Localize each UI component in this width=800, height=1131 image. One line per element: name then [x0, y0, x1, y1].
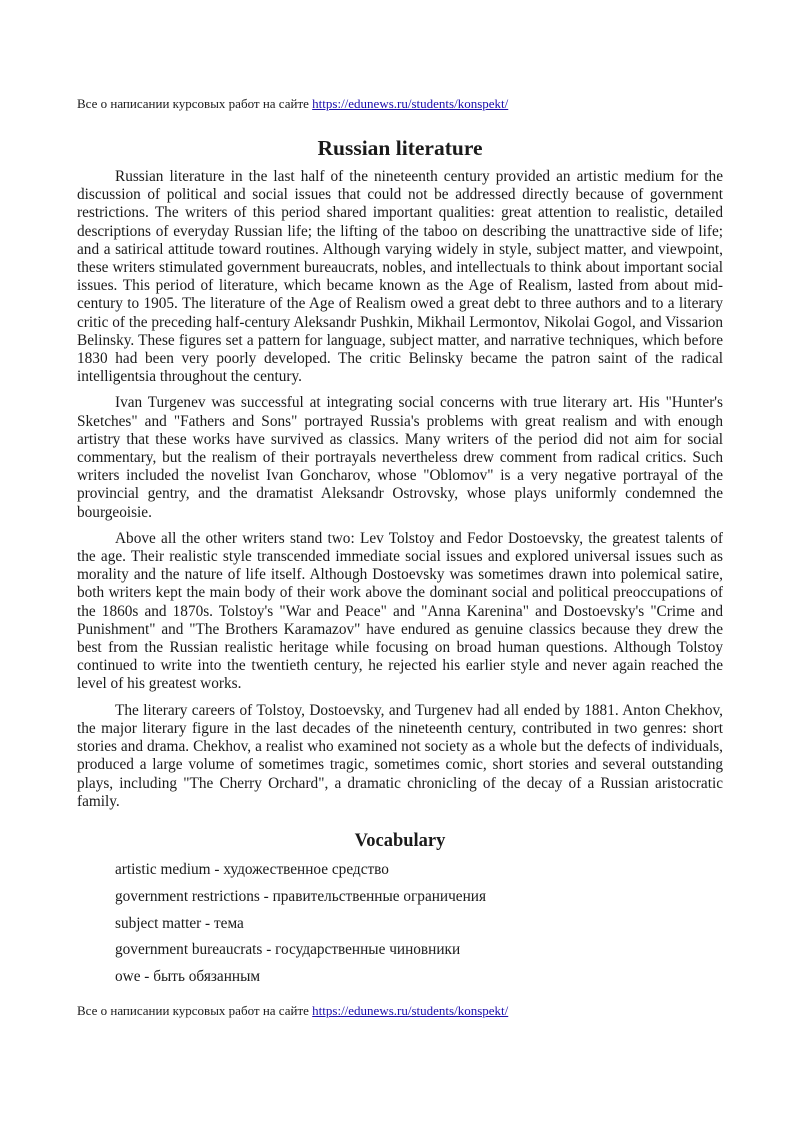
- vocabulary-list: [115, 860, 486, 994]
- document-title: Russian literature: [317, 136, 483, 160]
- vocabulary-item: government bureaucrats - государственные чиновники: [115, 941, 461, 959]
- footer-text: Все о написании курсовых работ на сайте: [77, 1003, 313, 1018]
- header-link[interactable]: https://edunews.ru/students/konspekt/: [312, 96, 509, 111]
- footer-note: [77, 1003, 508, 1019]
- footer-link[interactable]: https://edunews.ru/students/konspekt/: [312, 1003, 509, 1018]
- paragraph: Ivan Turgenev was successful at integrating social concerns with true literary art. His "Hunter's Sketches" and "Fathers and Sons" portrayed Russia's problems with great realism and with enough artistry that these works have survived as classics. Many writers of the period did not aim for social commentary, but the realism of their portrayals nevertheless drew comment from radical critics. Such writers included the novelist Ivan Goncharov, whose "Oblomov" is a very negative portrayal of the provincial gentry, and the dramatist Aleksandr Ostrovsky, whose plays uniformly condemned the bourgeoisie.: [77, 394, 723, 521]
- article-body: [77, 168, 723, 819]
- vocabulary-title: Vocabulary: [354, 831, 446, 851]
- paragraph: Above all the other writers stand two: Lev Tolstoy and Fedor Dostoevsky, the greatest talents of the age. Their realistic style transcended immediate social issues and explored universal issues such as morality and the nature of life itself. Although Dostoevsky was sometimes drawn into polemical satire, both writers kept the main body of their work above the dominant social and political preoccupations of the 1860s and 1870s. Tolstoy's "War and Peace" and "Anna Karenina" and Dostoevsky's "Crime and Punishment" and "The Brothers Karamazov" have endured as genuine classics because they drew the best from the Russian realistic heritage while focusing on broad human questions. Although Tolstoy continued to write into the twentieth century, he rejected his earlier style and never again reached the level of his greatest works.: [77, 529, 723, 693]
- vocabulary-item: artistic medium - художественное средство: [115, 861, 389, 878]
- vocabulary-item: government restrictions - правительственные ограничения: [115, 887, 487, 905]
- header-text: Все о написании курсовых работ на сайте: [77, 96, 313, 111]
- paragraph: Russian literature in the last half of the nineteenth century provided an artistic medium for the discussion of political and social issues that could not be addressed directly because of government restrictions. The writers of this period shared important qualities: great attention to realistic, detailed descriptions of everyday Russian life; the lifting of the taboo on describing the unattractive side of life; and a satirical attitude toward routines. Although varying widely in style, subject matter, and viewpoint, these writers stimulated government bureaucrats, nobles, and intellectuals to think about important social issues. This period of literature, which became known as the Age of Realism, lasted from about mid-century to 1905. The literature of the Age of Realism owed a great debt to three authors and to a literary critic of the preceding half-century Aleksandr Pushkin, Mikhail Lermontov, Nikolai Gogol, and Vissarion Belinsky. These figures set a pattern for language, subject matter, and narrative techniques, which before 1830 had been very poorly developed. The critic Belinsky became the patron saint of the radical intelligentsia throughout the century.: [77, 168, 723, 386]
- vocabulary-item: owe - быть обязанным: [115, 968, 261, 986]
- header-note: [77, 96, 508, 112]
- vocabulary-item: subject matter - тема: [115, 914, 244, 932]
- paragraph: The literary careers of Tolstoy, Dostoevsky, and Turgenev had all ended by 1881. Anton Chekhov, the major literary figure in the last decades of the nineteenth century, contributed in two genres: short stories and drama. Chekhov, a realist who examined not society as a whole but the defects of individuals, produced a large volume of sometimes tragic, sometimes comic, short stories and several outstanding plays, including "The Cherry Orchard", a dramatic chronicling of the decay of a Russian aristocratic family.: [77, 701, 723, 810]
